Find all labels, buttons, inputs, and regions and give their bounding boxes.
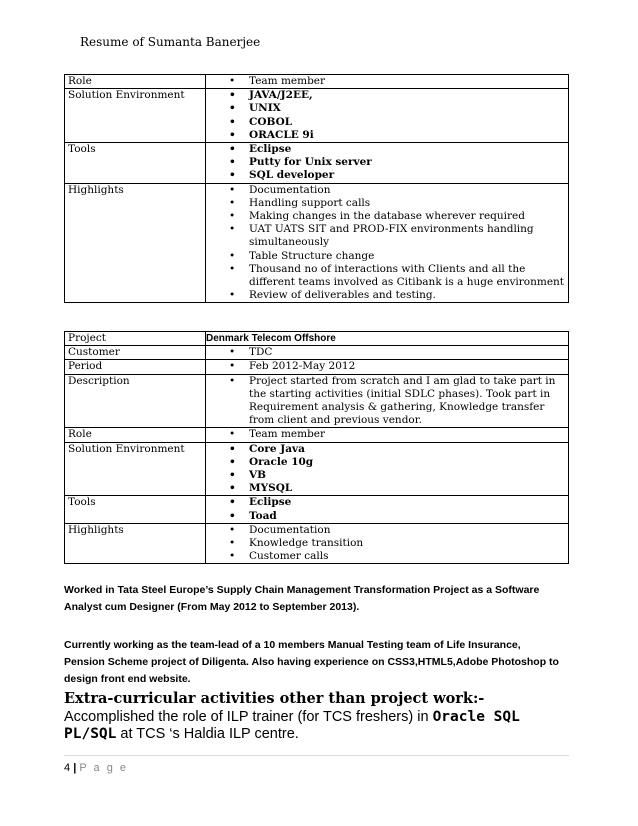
extra-text-2: at TCS ‘s Haldia ILP centre. (116, 726, 299, 742)
role-list (209, 75, 565, 88)
table-row (65, 89, 569, 143)
env-list (209, 89, 565, 142)
project-table-1 (64, 74, 569, 303)
tools-label: Tools (65, 143, 206, 184)
list-item: • Team member (229, 75, 565, 88)
page-header: Resume of Sumanta Banerjee (80, 35, 261, 49)
list-item: • TDC (229, 346, 565, 359)
table-row (65, 143, 569, 184)
page-word: P a g e (79, 762, 128, 774)
list-item: • Feb 2012-May 2012 (229, 360, 565, 373)
footer-divider (64, 755, 569, 756)
customer-label: Customer (65, 346, 206, 360)
list-item: • Table Structure change (229, 250, 565, 263)
list-item: • UNIX (229, 102, 565, 115)
list-item: • Documentation (229, 184, 565, 197)
list-item: • Eclipse (229, 496, 565, 509)
env-label: Solution Environment (65, 89, 206, 143)
period-label: Period (65, 360, 206, 374)
tata-steel-paragraph: Worked in Tata Steel Europe’s Supply Chain Management Transformation Project as a Software Analyst cum Designer (From May 2012 to September 2013). (64, 584, 540, 613)
env-label: Solution Environment (65, 442, 206, 496)
table-row (65, 374, 569, 428)
list-item: • Team member (229, 428, 565, 441)
project-table-2 (64, 331, 569, 564)
list-item: • VB (229, 469, 565, 482)
list-item: • COBOL (229, 116, 565, 129)
highlights-label: Highlights (65, 523, 206, 564)
role-list (209, 428, 565, 441)
list-item: • MYSQL (229, 482, 565, 495)
env-list (209, 443, 565, 496)
highlights-label: Highlights (65, 183, 206, 303)
table-row (65, 183, 569, 303)
project-label: Project (65, 332, 206, 346)
project-name: Denmark Telecom Offshore (206, 332, 569, 346)
list-item: • Putty for Unix server (229, 156, 565, 169)
list-item: • Customer calls (229, 550, 565, 563)
highlights-list (209, 184, 565, 303)
highlights-list (209, 524, 565, 564)
description-list (209, 375, 565, 428)
extra-bold: Oracle SQL PL/SQL (64, 708, 520, 742)
table-row (65, 442, 569, 496)
list-item: • Making changes in the database wherever required (229, 210, 565, 223)
list-item: • ORACLE 9i (229, 129, 565, 142)
list-item: • UAT UATS SIT and PROD-FIX environments handling simultaneously (229, 223, 565, 249)
table-row (65, 523, 569, 564)
list-item: • Core Java (229, 443, 565, 456)
extra-heading: Extra-curricular activities other than project work:- (64, 690, 485, 707)
page-footer (64, 762, 128, 774)
footer-separator: | (73, 762, 77, 774)
table-row (65, 496, 569, 523)
list-item: • Toad (229, 510, 565, 523)
page-number: 4 (64, 762, 71, 774)
list-item: • Oracle 10g (229, 456, 565, 469)
extra-curricular-paragraph (64, 690, 574, 744)
table-row (65, 346, 569, 360)
list-item: • Eclipse (229, 143, 565, 156)
description-label: Description (65, 374, 206, 428)
customer-list (209, 346, 565, 359)
table-row (65, 332, 569, 346)
table-row (65, 360, 569, 374)
role-label: Role (65, 75, 206, 89)
tools-list (209, 143, 565, 183)
list-item: • SQL developer (229, 169, 565, 182)
table-row (65, 428, 569, 442)
list-item: • Handling support calls (229, 197, 565, 210)
list-item: • Project started from scratch and I am glad to take part in the starting activities (initial SDLC phases). Took part in Requirement analysis & gathering, Knowledge transfer from client and previous vendor. (229, 375, 565, 428)
table-row (65, 75, 569, 89)
tools-label: Tools (65, 496, 206, 523)
role-label: Role (65, 428, 206, 442)
period-list (209, 360, 565, 373)
tools-list (209, 496, 565, 522)
extra-text-1: Accomplished the role of ILP trainer (for TCS freshers) in (64, 708, 433, 725)
list-item: • Documentation (229, 524, 565, 537)
list-item: • JAVA/J2EE, (229, 89, 565, 102)
list-item: • Thousand no of interactions with Clients and all the different teams involved as Citibank is a huge environment (229, 263, 565, 289)
current-work-paragraph: Currently working as the team-lead of a 10 members Manual Testing team of Life Insurance, Pension Scheme project of Diligenta. Also having experience on CSS3,HTML5,Adobe Photoshop to design front end website. (64, 639, 559, 685)
list-item: • Review of deliverables and testing. (229, 289, 565, 302)
list-item: • Knowledge transition (229, 537, 565, 550)
